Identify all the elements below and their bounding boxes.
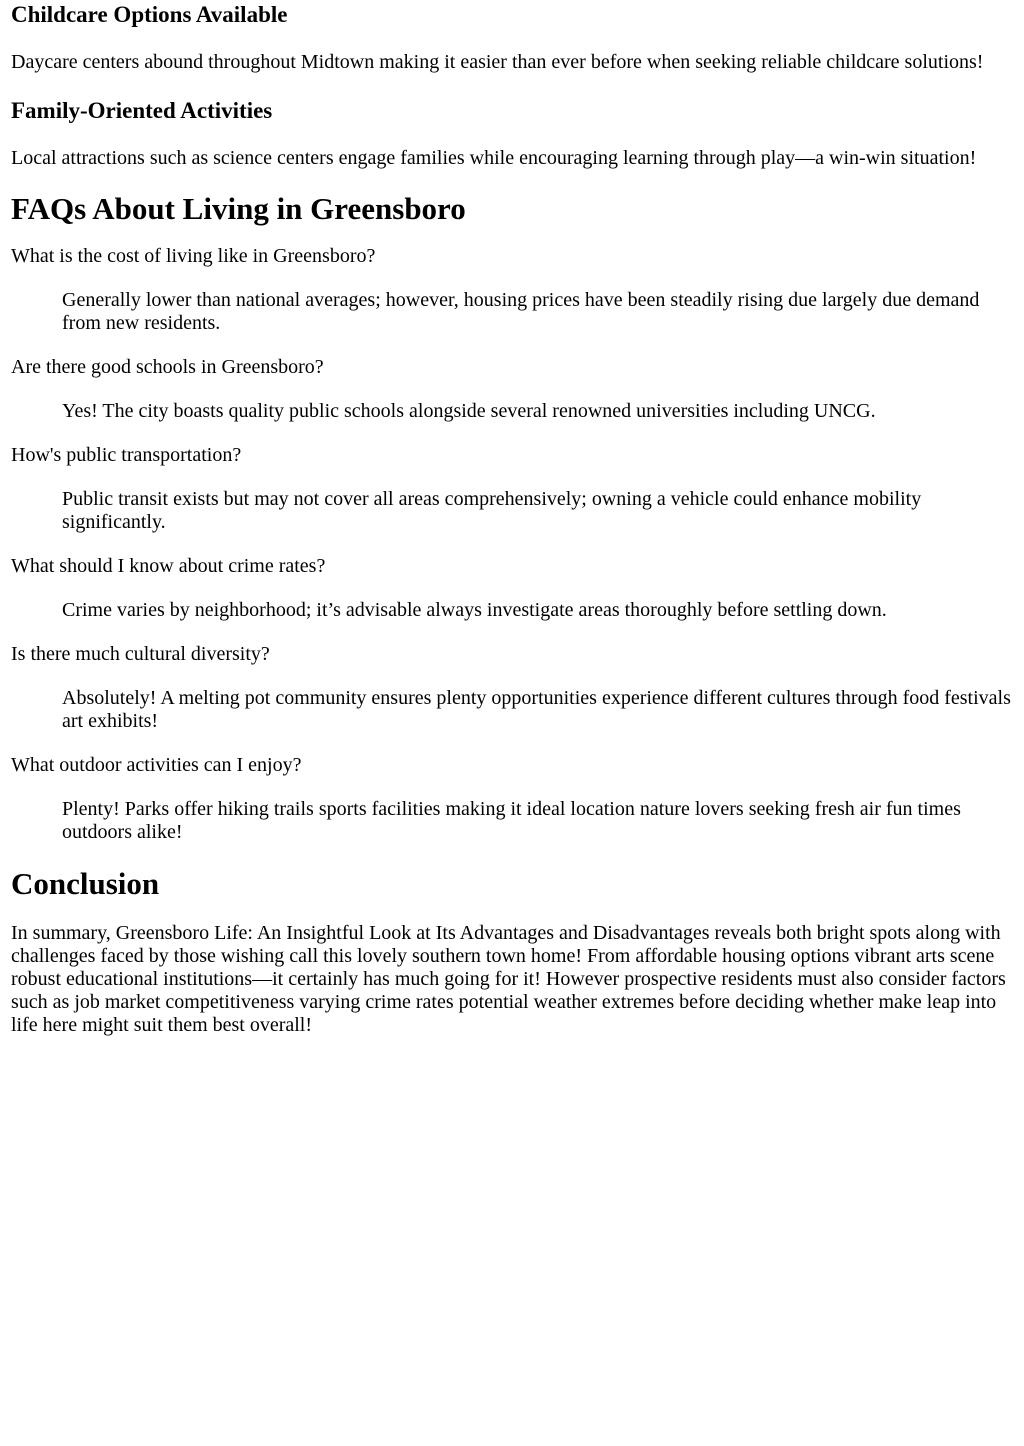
faq-heading: FAQs About Living in Greensboro xyxy=(11,191,466,226)
section-heading-childcare: Childcare Options Available xyxy=(11,2,288,27)
faq-list xyxy=(11,245,1013,844)
conclusion-text: In summary, Greensboro Life: An Insightful Look at Its Advantages and Disadvantages reveals both bright spots along with challenges faced by those wishing call this lovely southern town home! From affordable housing options vibrant arts scene robust educational institutions—it certainly has much going for it! However prospective residents must also consider factors such as job market competitiveness varying crime rates potential weather extremes before deciding whether make leap into life here might suit them best overall! xyxy=(11,922,1006,1036)
faq-question: What outdoor activities can I enjoy? xyxy=(11,754,302,776)
faq-question: How's public transportation? xyxy=(11,444,242,466)
faq-question: Are there good schools in Greensboro? xyxy=(11,356,324,378)
faq-answer: Crime varies by neighborhood; it’s advisable always investigate areas thoroughly before settling down. xyxy=(62,599,887,621)
conclusion-heading: Conclusion xyxy=(11,866,160,901)
faq-question: What is the cost of living like in Greensboro? xyxy=(11,245,376,267)
article-body xyxy=(0,1,1024,1037)
faq-answer: Yes! The city boasts quality public schools alongside several renowned universities including UNCG. xyxy=(62,400,876,422)
faq-answer: Public transit exists but may not cover all areas comprehensively; owning a vehicle could enhance mobility significantly. xyxy=(62,488,922,533)
section-text-family-activities: Local attractions such as science centers engage families while encouraging learning through play—a win-win situation! xyxy=(11,147,977,169)
faq-question: What should I know about crime rates? xyxy=(11,555,326,577)
faq-answer: Generally lower than national averages; however, housing prices have been steadily rising due largely due demand from new residents. xyxy=(62,289,980,334)
section-text-childcare: Daycare centers abound throughout Midtown making it easier than ever before when seeking reliable childcare solutions! xyxy=(11,51,984,73)
section-heading-family-activities: Family-Oriented Activities xyxy=(11,98,273,123)
faq-answer: Absolutely! A melting pot community ensures plenty opportunities experience different cultures through food festivals art exhibits! xyxy=(62,687,1011,732)
faq-answer: Plenty! Parks offer hiking trails sports facilities making it ideal location nature lovers seeking fresh air fun times outdoors alike! xyxy=(62,798,961,843)
faq-question: Is there much cultural diversity? xyxy=(11,643,270,665)
